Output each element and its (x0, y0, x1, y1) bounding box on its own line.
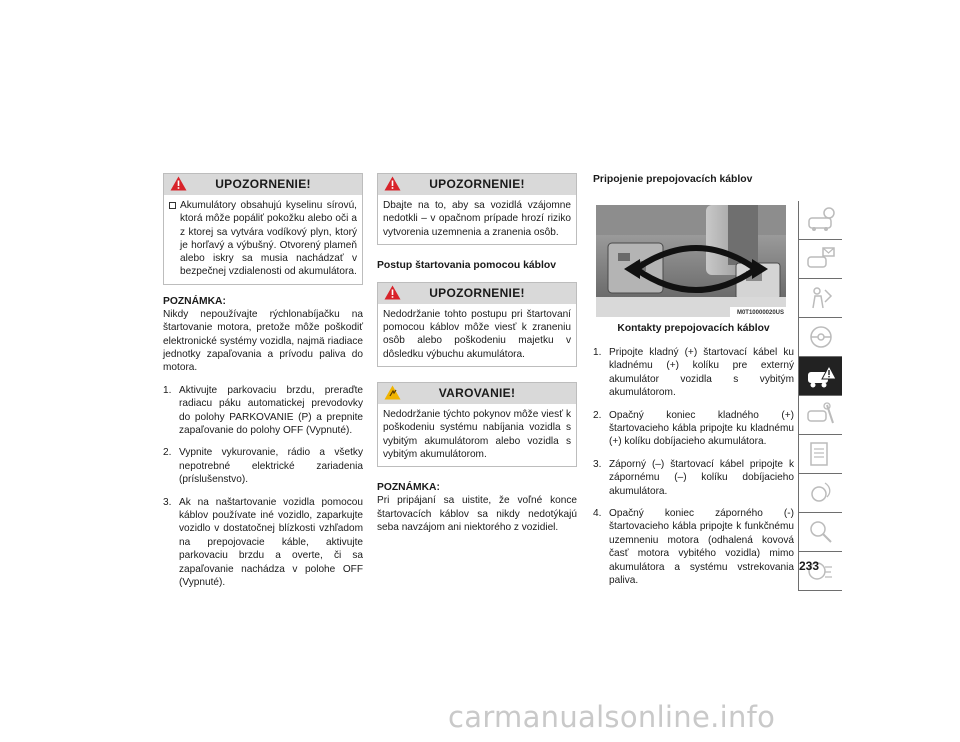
list-item (593, 346, 794, 400)
caution-box-header (378, 174, 576, 195)
tab-mail[interactable] (798, 240, 842, 279)
checkbox-bullet-icon (169, 202, 176, 209)
step-text: Aktivujte parkovaciu brzdu, preraďte radiacu páku automatickej prevodovky do polohy PARKOVANIE (P) a prepnite zapaľovanie do polohy OFF (Vypnuté). (179, 384, 363, 437)
figure-code: M0T10000020US (736, 310, 784, 316)
caution-box-header (164, 174, 362, 195)
caution-triangle-icon (170, 176, 187, 191)
list-item (593, 458, 794, 498)
list-item (163, 446, 363, 486)
person-safety-icon (805, 284, 837, 312)
column-right (593, 173, 794, 597)
caution-item-text: Akumulátory obsahujú kyselinu sírovú, ktorá môže popáliť pokožku alebo oči a z ktorej sa vytvára vodíkový plyn, ktorý je horľavý a výbušný. Otvorený plameň alebo iskry sa musia nachádzať v bezpečnej vzdialenosti od akumulátora. (180, 200, 357, 278)
warning-box-title: VAROVANIE! (438, 386, 516, 401)
step-text: Pripojte kladný (+) štartovací kábel ku kladnému (+) kolíku pre externý akumulátor vozidla s vybitým akumulátorom. (609, 347, 794, 399)
caution-box-body (164, 195, 362, 284)
step-text: Vypnite vykurovanie, rádio a všetky nepotrebné elektrické zariadenia (príslušenstvo). (179, 447, 363, 486)
note-heading: POZNÁMKA: (163, 295, 226, 307)
note-text: Pri pripájaní sa uistite, že voľné konce štartovacích káblov sa nikdy nedotýkajú seba navzájom ani niektorého z vozidiel. (377, 495, 577, 534)
jump-start-contacts-figure (596, 205, 786, 317)
section-title: Postup štartovania pomocou káblov (377, 259, 556, 271)
tab-safety[interactable] (798, 279, 842, 318)
list-item (593, 507, 794, 587)
steps-list (163, 384, 363, 590)
step-text: Opačný koniec kladného (+) štartovacieho kábla pripojte ku kladnému (+) kolíku dobíjacieho akumulátora. (609, 409, 794, 448)
step-text: Ak na naštartovanie vozidla pomocou káblov používate iné vozidlo, zaparkujte vozidlo v dostatočnej blízkosti vzhľadom na prepojovacie káble, aktivujte parkovaciu brzdu a overte, či sa zapaľovanie nachádza v polohe OFF (Vypnuté). (179, 496, 363, 589)
watermark-text: carmanualsonline.info (448, 700, 776, 734)
list-item (593, 409, 794, 449)
tab-multimedia[interactable] (798, 474, 842, 513)
engine-bay-illustration (596, 205, 786, 317)
step-text: Opačný koniec záporného (-) štartovacieho kábla pripojte k funkčnému uzemneniu motora (odhalená kovová časť motora vybitého vozidla) mimo akumulátora a systému vstrekovania paliva. (609, 508, 794, 587)
steering-wheel-icon (805, 323, 837, 351)
specifications-icon (805, 440, 837, 468)
warning-box (377, 382, 577, 467)
search-index-icon (805, 518, 837, 546)
note-text: Nikdy nepoužívajte rýchlonabíjačku na štartovanie motora, pretože môže poškodiť elektronické systémy vozidla, najmä riadiace jednotky zapaľovania a prívodu paliva do motora. (163, 308, 363, 374)
list-item (163, 496, 363, 590)
car-warning-icon (805, 362, 837, 390)
caution-box (377, 282, 577, 367)
caution-box-header (378, 283, 576, 304)
caution-box-title: UPOZORNENIE! (215, 177, 311, 191)
warning-box-header (378, 383, 576, 404)
step-number: 2. (163, 447, 172, 459)
caution-box (377, 173, 577, 245)
caution-box-title: UPOZORNENIE! (429, 177, 525, 191)
tab-service[interactable] (798, 396, 842, 435)
car-mail-icon (805, 245, 837, 273)
page-number: 233 (799, 559, 820, 573)
tab-emergency[interactable] (798, 357, 842, 396)
chapter-tabs (798, 201, 842, 591)
section-title: Pripojenie prepojovacích káblov (593, 174, 753, 185)
tab-specifications[interactable] (798, 435, 842, 474)
column-middle (377, 173, 577, 534)
step-number: 3. (593, 458, 602, 470)
warning-triangle-icon (384, 385, 401, 400)
car-service-icon (805, 401, 837, 429)
step-number: 3. (163, 496, 172, 508)
step-number: 4. (593, 508, 602, 520)
caution-triangle-icon (384, 285, 401, 300)
list-item (163, 384, 363, 438)
column-left (163, 173, 363, 599)
step-number: 2. (593, 409, 602, 421)
step-number: 1. (593, 347, 602, 358)
step-number: 1. (163, 384, 172, 396)
caution-item (169, 199, 357, 279)
car-dashboard-icon (805, 206, 837, 234)
multimedia-icon (805, 479, 837, 507)
step-text: Záporný (–) štartovací kábel pripojte k zápornému (–) kolíku dobíjacieho akumulátora. (609, 458, 794, 497)
steps-list (593, 346, 794, 588)
caution-triangle-icon (384, 176, 401, 191)
tab-dashboard[interactable] (798, 201, 842, 240)
caution-box-title: UPOZORNENIE! (429, 285, 525, 300)
note-heading: POZNÁMKA: (377, 482, 440, 494)
tab-index[interactable] (798, 513, 842, 552)
tab-driving[interactable] (798, 318, 842, 357)
caution-box (163, 173, 363, 285)
caution-box-body: Nedodržanie tohto postupu pri štartovaní pomocou káblov môže viesť k zraneniu osôb alebo poškodeniu majetku v dôsledku výbuchu akumulátora. (383, 308, 571, 360)
caution-box-body: Dbajte na to, aby sa vozidlá vzájomne nedotkli – v opačnom prípade hrozí riziko vytvorenia uzemnenia a zranenia osôb. (383, 200, 571, 238)
warning-box-body: Nedodržanie týchto pokynov môže viesť k poškodeniu systému nabíjania vozidla s vybitým akumulátorom alebo vozidla s vybitým akumulátorom. (383, 409, 571, 460)
figure-caption: Kontakty prepojovacích káblov (617, 323, 770, 334)
